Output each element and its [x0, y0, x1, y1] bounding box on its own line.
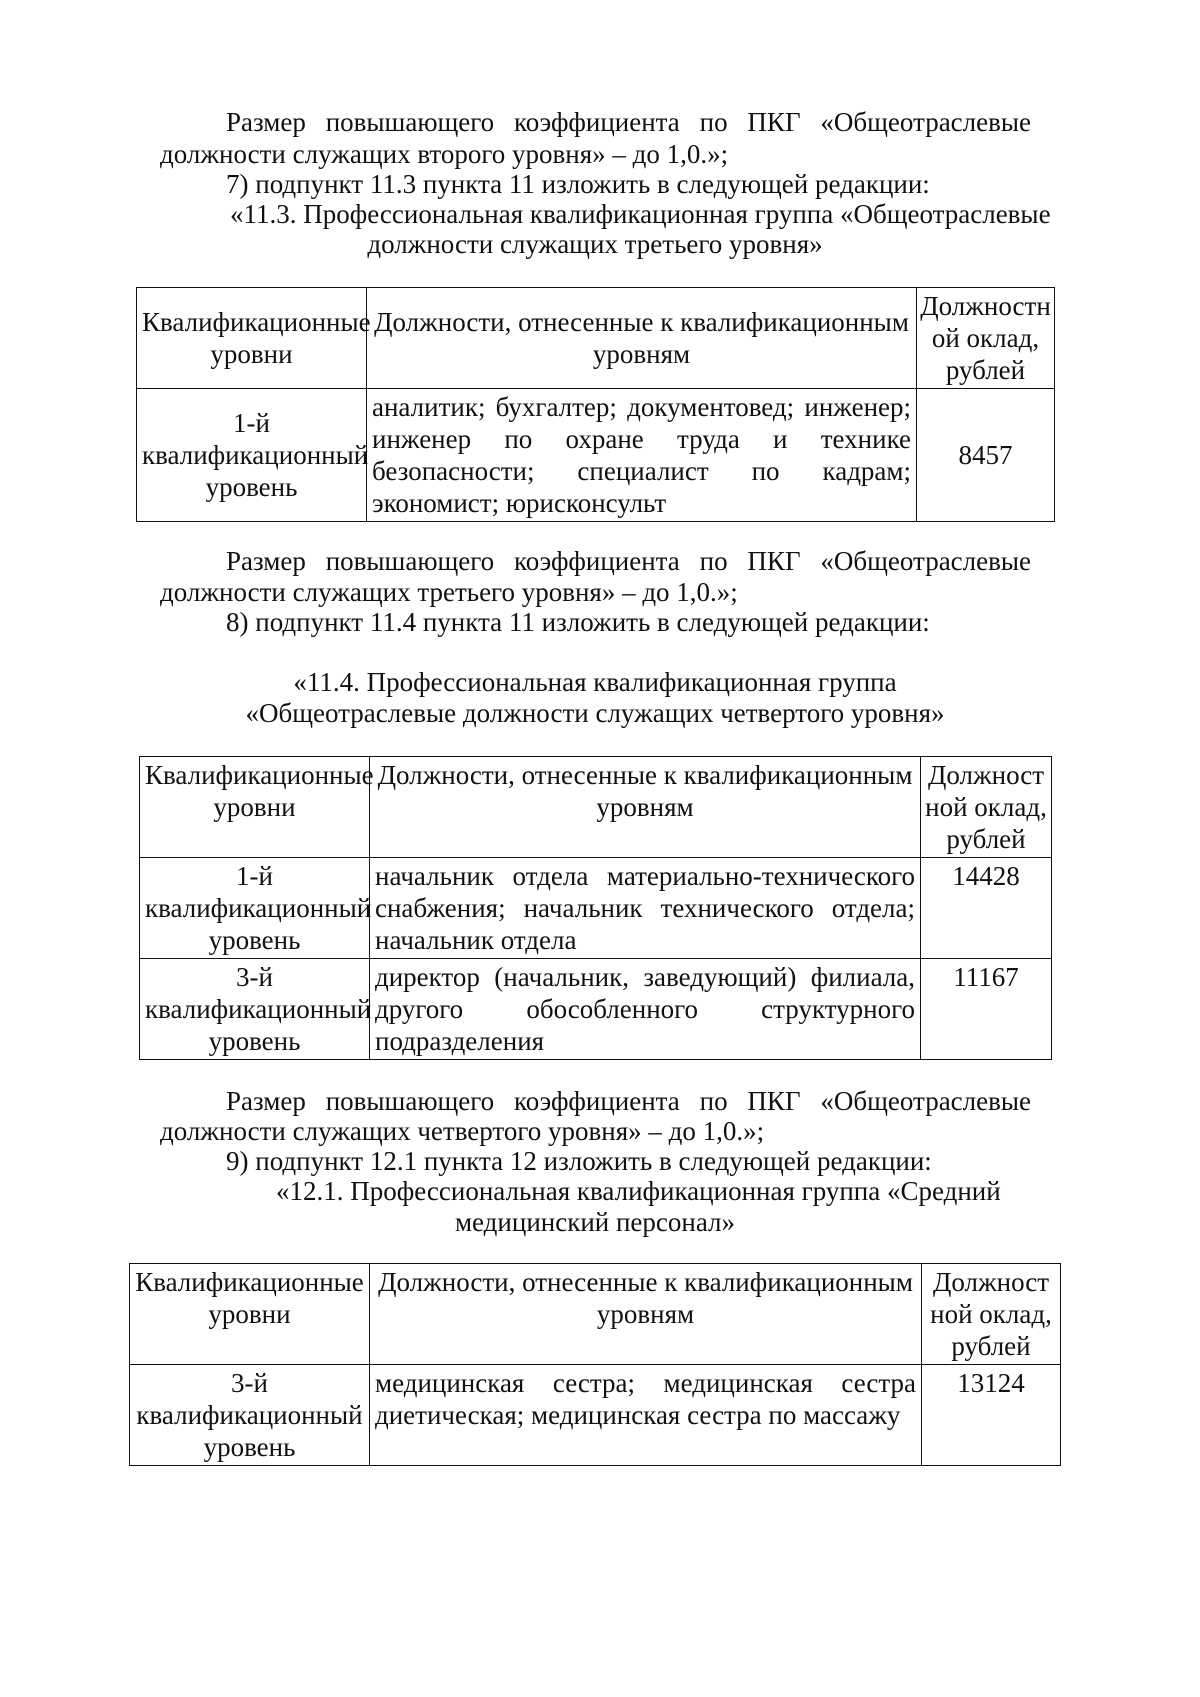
heading-11-3-line1: «11.3. Профессиональная квалификационная группа «Общеотраслевые — [230, 199, 1051, 229]
table-header-row — [137, 288, 1055, 389]
paragraph-coefficient-2nd-level-line2: должности служащих второго уровня» – до 1,0.»; — [160, 139, 729, 169]
heading-12-1-line1: «12.1. Профессиональная квалификационная группа «Средний — [276, 1176, 1001, 1206]
header-levels: Квалификационные уровни — [130, 1264, 370, 1365]
heading-11-4-line2: «Общеотраслевые должности служащих четвертого уровня» — [245, 698, 945, 728]
heading-11-3-line2: должности служащих третьего уровня» — [367, 229, 823, 259]
paragraph-coefficient-2nd-level-line1: Размер повышающего коэффициента по ПКГ «Общеотраслевые — [226, 107, 1031, 137]
heading-11-4-line1: «11.4. Профессиональная квалификационная группа — [293, 667, 897, 697]
row-level: 1-й квалификационный уровень — [140, 858, 370, 959]
header-positions: Должности, отнесенные к квалификационным уровням — [367, 288, 917, 389]
header-salary: Должностн ой оклад, рублей — [917, 288, 1055, 389]
heading-12-1-line2: медицинский персонал» — [454, 1207, 736, 1237]
paragraph-coefficient-3rd-level-line2: должности служащих третьего уровня» – до 1,0.»; — [160, 577, 738, 607]
header-positions: Должности, отнесенные к квалификационным уровням — [370, 757, 921, 858]
table-row — [130, 1365, 1061, 1466]
header-levels: Квалификационные уровни — [137, 288, 367, 389]
header-levels: Квалификационные уровни — [140, 757, 370, 858]
paragraph-coefficient-4th-level-line1: Размер повышающего коэффициента по ПКГ «Общеотраслевые — [226, 1086, 1031, 1116]
row-level: 1-й квалификационный уровень — [137, 389, 367, 522]
paragraph-coefficient-4th-level-line2: должности служащих четвертого уровня» – до 1,0.»; — [160, 1116, 765, 1146]
row-salary: 11167 — [921, 959, 1052, 1060]
row-positions: медицинская сестра; медицинская сестра диетическая; медицинская сестра по массажу — [370, 1365, 922, 1466]
row-level: 3-й квалификационный уровень — [130, 1365, 370, 1466]
row-positions: директор (начальник, заведующий) филиала, другого обособленного структурного подразделения — [370, 959, 921, 1060]
item-8: 8) подпункт 11.4 пункта 11 изложить в следующей редакции: — [226, 607, 930, 637]
table-header-row — [140, 757, 1052, 858]
table-11-4 — [139, 756, 1052, 1060]
paragraph-coefficient-3rd-level-line1: Размер повышающего коэффициента по ПКГ «Общеотраслевые — [226, 546, 1031, 576]
table-row — [140, 858, 1052, 959]
header-salary: Должност ной оклад, рублей — [922, 1264, 1061, 1365]
row-level: 3-й квалификационный уровень — [140, 959, 370, 1060]
header-positions: Должности, отнесенные к квалификационным уровням — [370, 1264, 922, 1365]
table-header-row — [130, 1264, 1061, 1365]
item-7: 7) подпункт 11.3 пункта 11 изложить в следующей редакции: — [226, 169, 930, 199]
row-salary: 14428 — [921, 858, 1052, 959]
row-salary: 8457 — [917, 389, 1055, 522]
table-12-1 — [129, 1263, 1061, 1466]
table-11-3 — [136, 287, 1055, 522]
row-positions: аналитик; бухгалтер; документовед; инженер; инженер по охране труда и технике безопасности; специалист по кадрам; экономист; юрисконсульт — [367, 389, 917, 522]
row-salary: 13124 — [922, 1365, 1061, 1466]
row-positions: начальник отдела материально-технического снабжения; начальник технического отдела; начальник отдела — [370, 858, 921, 959]
item-9: 9) подпункт 12.1 пункта 12 изложить в следующей редакции: — [226, 1146, 932, 1176]
table-row — [137, 389, 1055, 522]
table-row — [140, 959, 1052, 1060]
header-salary: Должност ной оклад, рублей — [921, 757, 1052, 858]
